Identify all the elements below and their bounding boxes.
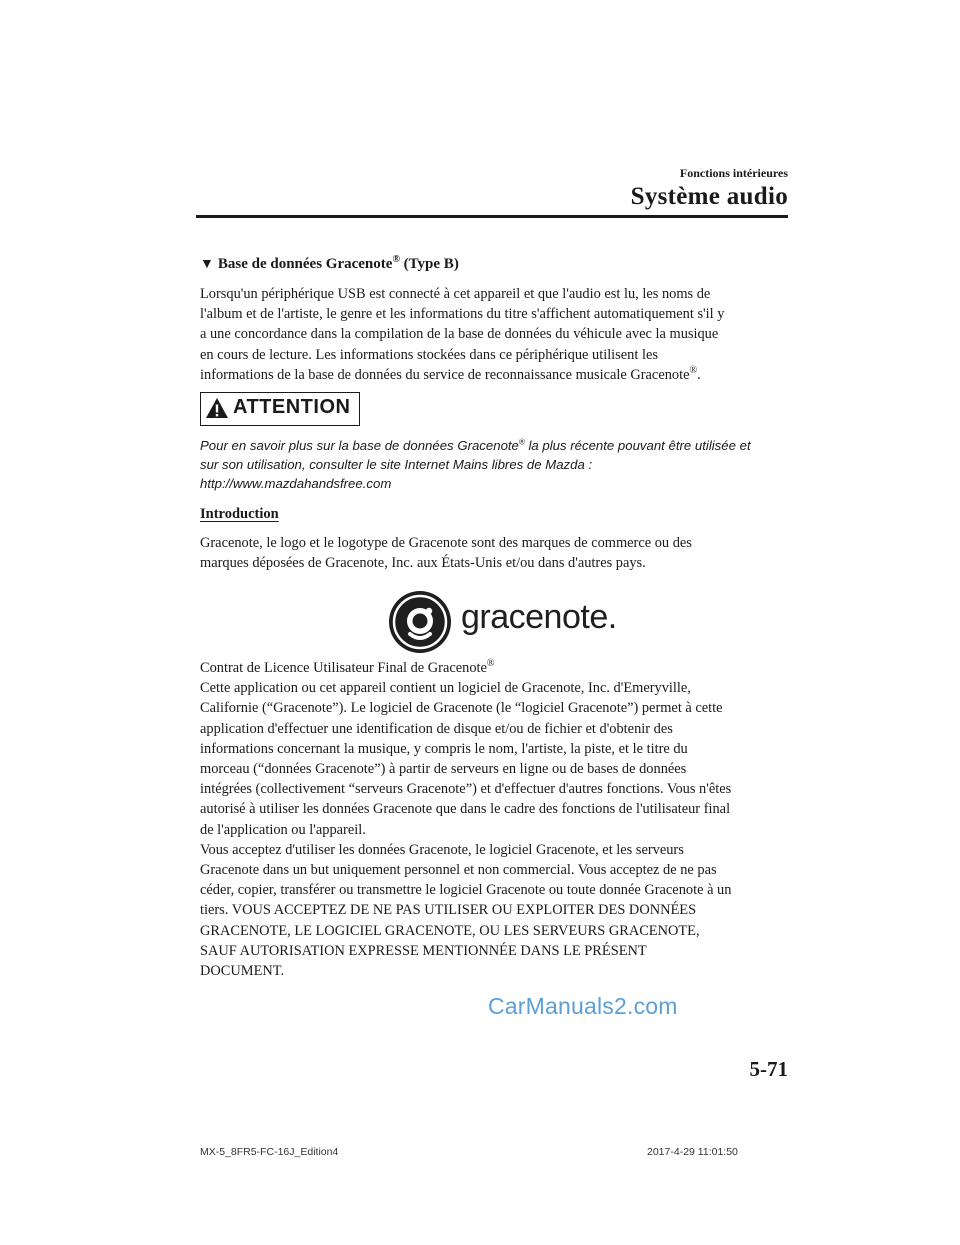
registered-mark: ® bbox=[689, 365, 698, 377]
registered-mark: ® bbox=[392, 254, 400, 265]
mazda-handsfree-link[interactable]: http://www.mazdahandsfree.com bbox=[200, 476, 392, 491]
footer-timestamp: 2017-4-29 11:01:50 bbox=[647, 1146, 738, 1158]
paragraph-line: Vous acceptez d'utiliser les données Gracenote, le logiciel Gracenote, et les serveurs bbox=[200, 841, 684, 858]
attention-line-text: Pour en savoir plus sur la base de données Gracenote bbox=[200, 438, 519, 453]
paragraph-line bbox=[200, 365, 790, 385]
warning-triangle-icon bbox=[205, 396, 229, 420]
paragraph-line-end: . bbox=[697, 366, 701, 383]
paragraph-line: de l'application ou l'appareil. bbox=[200, 821, 366, 838]
registered-mark: ® bbox=[518, 437, 525, 447]
page-number: 5-71 bbox=[749, 1057, 788, 1081]
section-category: Fonctions intérieures bbox=[679, 166, 788, 180]
subsection-title bbox=[200, 256, 459, 273]
license-title-text: Contrat de Licence Utilisateur Final de Gracenote bbox=[200, 660, 487, 676]
paragraph-line: tiers. VOUS ACCEPTEZ DE NE PAS UTILISER OU EXPLOITER DES DONNÉES bbox=[200, 902, 697, 919]
paragraph-line: Gracenote, le logo et le logotype de Gracenote sont des marques de commerce ou des bbox=[200, 535, 692, 551]
subsection-title-text: Base de données Gracenote bbox=[217, 256, 393, 272]
gracenote-logo-icon bbox=[388, 590, 452, 654]
footer-edition: MX-5_8FR5-FC-16J_Edition4 bbox=[200, 1146, 339, 1158]
intro-paragraph bbox=[200, 284, 790, 385]
paragraph-line: céder, copier, transférer ou transmettre le logiciel Gracenote ou toute donnée Gracenote à un bbox=[200, 882, 732, 899]
gracenote-wordmark: gracenote. bbox=[461, 598, 617, 636]
paragraph-line: Californie (“Gracenote”). Le logiciel de Gracenote (le “logiciel Gracenote”) permet à cette bbox=[200, 700, 723, 717]
paragraph-line: l'album et de l'artiste, le genre et les informations du titre s'affichent automatiquement s'il y bbox=[200, 306, 725, 323]
paragraph-line: application d'effectuer une identification de disque et/ou de fichier et d'obtenir des bbox=[200, 720, 673, 737]
watermark: CarManuals2.com bbox=[488, 993, 678, 1019]
paragraph-line: a une concordance dans la compilation de la base de données du véhicule avec la musique bbox=[200, 326, 719, 343]
paragraph-line: Cette application ou cet appareil contient un logiciel de Gracenote, Inc. d'Emeryville, bbox=[200, 680, 691, 697]
paragraph-line: Gracenote dans un but uniquement personnel et non commercial. Vous acceptez de ne pas bbox=[200, 862, 717, 879]
introduction-paragraph bbox=[200, 533, 790, 573]
attention-label: ATTENTION bbox=[233, 396, 351, 418]
paragraph-line: morceau (“données Gracenote”) à partir de serveurs en ligne ou de bases de données bbox=[200, 761, 687, 778]
paragraph-line: SAUF AUTORISATION EXPRESSE MENTIONNÉE DANS LE PRÉSENT bbox=[200, 942, 647, 959]
attention-line: sur son utilisation, consulter le site Internet Mains libres de Mazda : bbox=[200, 457, 593, 472]
paragraph-line: autorisé à utiliser les données Gracenote que dans le cadre des fonctions de l'utilisateur final bbox=[200, 801, 731, 818]
paragraph-line-text: informations de la base de données du service de reconnaissance musicale Gracenote bbox=[200, 366, 690, 383]
attention-text bbox=[200, 436, 800, 493]
paragraph-line: en cours de lecture. Les informations stockées dans ce périphérique utilisent les bbox=[200, 346, 658, 363]
registered-mark: ® bbox=[486, 658, 495, 670]
paragraph-line: Lorsqu'un périphérique USB est connecté à cet appareil et que l'audio est lu, les noms de bbox=[200, 286, 711, 302]
triangle-marker-icon: ▼ bbox=[200, 257, 214, 272]
license-paragraph bbox=[200, 658, 790, 981]
paragraph-line: GRACENOTE, LE LOGICIEL GRACENOTE, OU LES SERVEURS GRACENOTE, bbox=[200, 922, 700, 939]
attention-line bbox=[200, 436, 800, 455]
attention-line-text: la plus récente pouvant être utilisée et bbox=[524, 438, 751, 453]
header-rule bbox=[196, 215, 788, 218]
subsection-title-type: (Type B) bbox=[399, 256, 459, 272]
paragraph-line: DOCUMENT. bbox=[200, 963, 285, 980]
license-title bbox=[200, 658, 790, 678]
page-section-title: Système audio bbox=[630, 183, 788, 210]
paragraph-line: marques déposées de Gracenote, Inc. aux États-Unis et/ou dans d'autres pays. bbox=[200, 555, 646, 572]
paragraph-line: intégrées (collectivement “serveurs Gracenote”) et d'effectuer d'autres fonctions. Vous n'êtes bbox=[200, 781, 732, 798]
paragraph-line: informations concernant la musique, y compris le nom, l'artiste, la piste, et le titre du bbox=[200, 740, 688, 757]
introduction-heading: Introduction bbox=[200, 506, 279, 522]
